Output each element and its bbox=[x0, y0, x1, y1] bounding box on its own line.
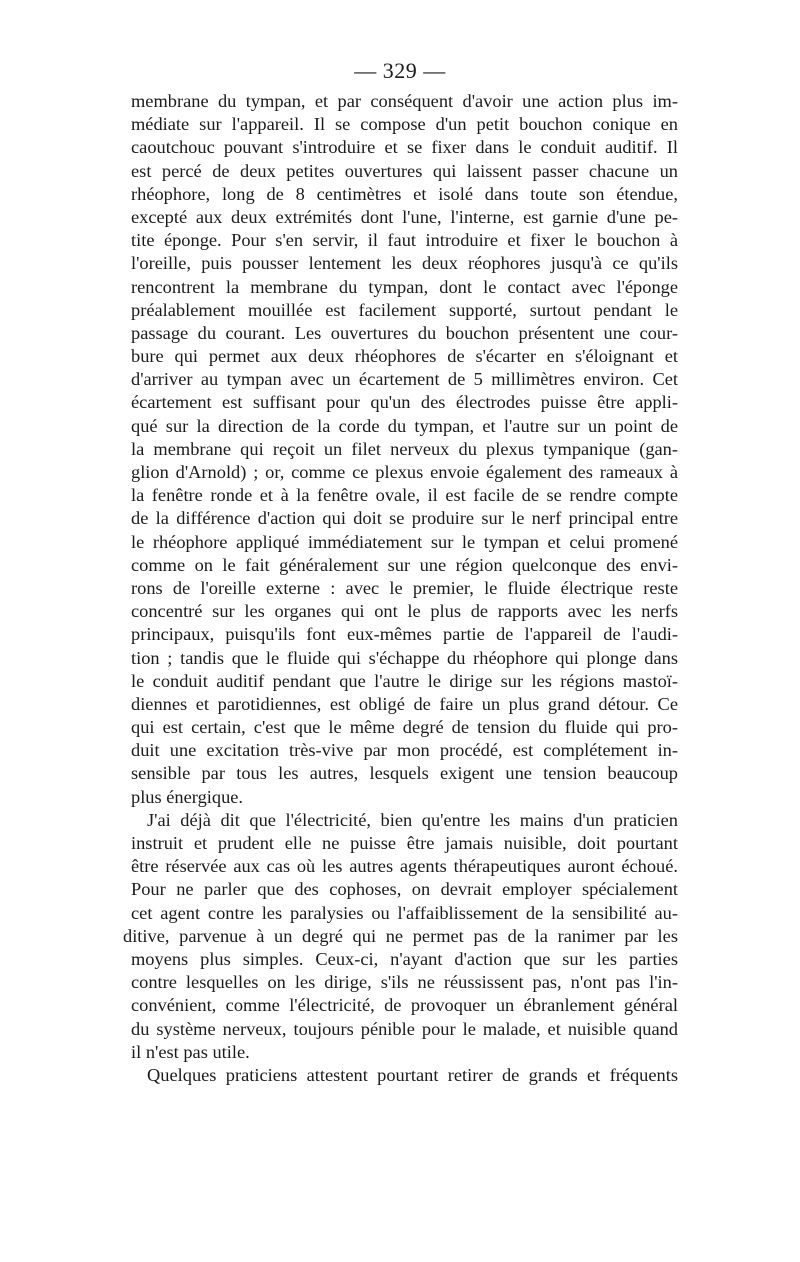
text-line: qui est certain, c'est que le même degré de tension du fluide qui pro- bbox=[131, 717, 678, 738]
paragraph-start-line: Quelques praticiens attestent pourtant retirer de grands et fréquents bbox=[147, 1064, 678, 1085]
text-line: duit une excitation très-vive par mon procédé, est complétement in- bbox=[131, 740, 678, 761]
paragraph-end-line: plus énergique. bbox=[131, 786, 244, 807]
text-line: de la différence d'action qui doit se produire sur le nerf principal entre bbox=[131, 508, 678, 529]
text-line: qué sur la direction de la corde du tympan, et l'autre sur un point de bbox=[131, 415, 678, 436]
text-line: comme on le fait généralement sur une région quelconque des envi- bbox=[131, 554, 678, 575]
text-line: passage du courant. Les ouvertures du bouchon présentent une cour- bbox=[131, 322, 678, 343]
text-line: sensible par tous les autres, lesquels exigent une tension beaucoup bbox=[131, 763, 678, 784]
text-line: Pour ne parler que des cophoses, on devrait employer spécialement bbox=[131, 879, 678, 900]
text-line: excepté aux deux extrémités dont l'une, l'interne, est garnie d'une pe- bbox=[131, 206, 678, 227]
text-line: d'arriver au tympan avec un écartement de 5 millimètres environ. Cet bbox=[131, 369, 678, 390]
text-line: médiate sur l'appareil. Il se compose d'un petit bouchon conique en bbox=[131, 114, 678, 135]
text-line: préalablement mouillée est facilement supporté, surtout pendant le bbox=[131, 299, 678, 320]
text-line: caoutchouc pouvant s'introduire et se fixer dans le conduit auditif. Il bbox=[131, 137, 678, 158]
text-line: est percé de deux petites ouvertures qui laissent passer chacune un bbox=[131, 160, 678, 181]
text-line: ditive, parvenue à un degré qui ne permet pas de la ranimer par les bbox=[123, 925, 678, 946]
body-text bbox=[123, 90, 678, 1087]
text-line: instruit et prudent elle ne puisse être jamais nuisible, doit pourtant bbox=[131, 833, 678, 853]
page-number: — 329 — bbox=[354, 58, 446, 83]
text-line: contre lesquelles on les dirige, s'ils ne réussissent pas, n'ont pas l'in- bbox=[131, 972, 678, 993]
text-line: l'oreille, puis pousser lentement les deux réophores jusqu'à ce qu'ils bbox=[131, 253, 678, 274]
text-line: convénient, comme l'électricité, de provoquer un ébranlement général bbox=[131, 995, 678, 1016]
text-line: écartement est suffisant pour qu'un des électrodes puisse être appli- bbox=[131, 392, 678, 413]
text-line: la membrane qui reçoit un filet nerveux du plexus tympanique (gan- bbox=[131, 438, 678, 459]
text-line: du système nerveux, toujours pénible pour le malade, et nuisible quand bbox=[131, 1018, 678, 1039]
text-line: tite éponge. Pour s'en servir, il faut introduire et fixer le bouchon à bbox=[131, 230, 678, 251]
text-line: rencontrent la membrane du tympan, dont le contact avec l'éponge bbox=[131, 276, 678, 297]
text-line: cet agent contre les paralysies ou l'affaiblissement de la sensibilité au- bbox=[131, 902, 678, 923]
paragraph-end-line: il n'est pas utile. bbox=[131, 1041, 250, 1062]
text-line: principaux, puisqu'ils font eux-mêmes partie de l'appareil de l'audi- bbox=[131, 624, 678, 645]
text-line: glion d'Arnold) ; or, comme ce plexus envoie également des rameaux à bbox=[131, 462, 678, 482]
text-line: tion ; tandis que le fluide qui s'échappe du rhéophore qui plonge dans bbox=[131, 647, 678, 668]
paragraph-start-line: J'ai déjà dit que l'électricité, bien qu'entre les mains d'un praticien bbox=[147, 809, 678, 830]
text-line: membrane du tympan, et par conséquent d'avoir une action plus im- bbox=[131, 91, 678, 111]
text-line: diennes et parotidiennes, est obligé de faire un plus grand détour. Ce bbox=[131, 693, 678, 714]
text-line: rons de l'oreille externe : avec le premier, le fluide électrique reste bbox=[131, 577, 678, 598]
text-line: le rhéophore appliqué immédiatement sur le tympan et celui promené bbox=[131, 531, 678, 552]
text-line: moyens plus simples. Ceux-ci, n'ayant d'action que sur les parties bbox=[131, 948, 678, 969]
text-line: le conduit auditif pendant que l'autre le dirige sur les régions mastoï- bbox=[131, 670, 678, 691]
text-line: rhéophore, long de 8 centimètres et isolé dans toute son étendue, bbox=[131, 183, 678, 204]
text-line: bure qui permet aux deux rhéophores de s'écarter en s'éloignant et bbox=[131, 346, 678, 367]
text-line: concentré sur les organes qui ont le plus de rapports avec les nerfs bbox=[131, 601, 678, 622]
text-line: être réservée aux cas où les autres agents thérapeutiques auront échoué. bbox=[131, 856, 678, 877]
text-line: la fenêtre ronde et à la fenêtre ovale, il est facile de se rendre compte bbox=[131, 485, 678, 506]
